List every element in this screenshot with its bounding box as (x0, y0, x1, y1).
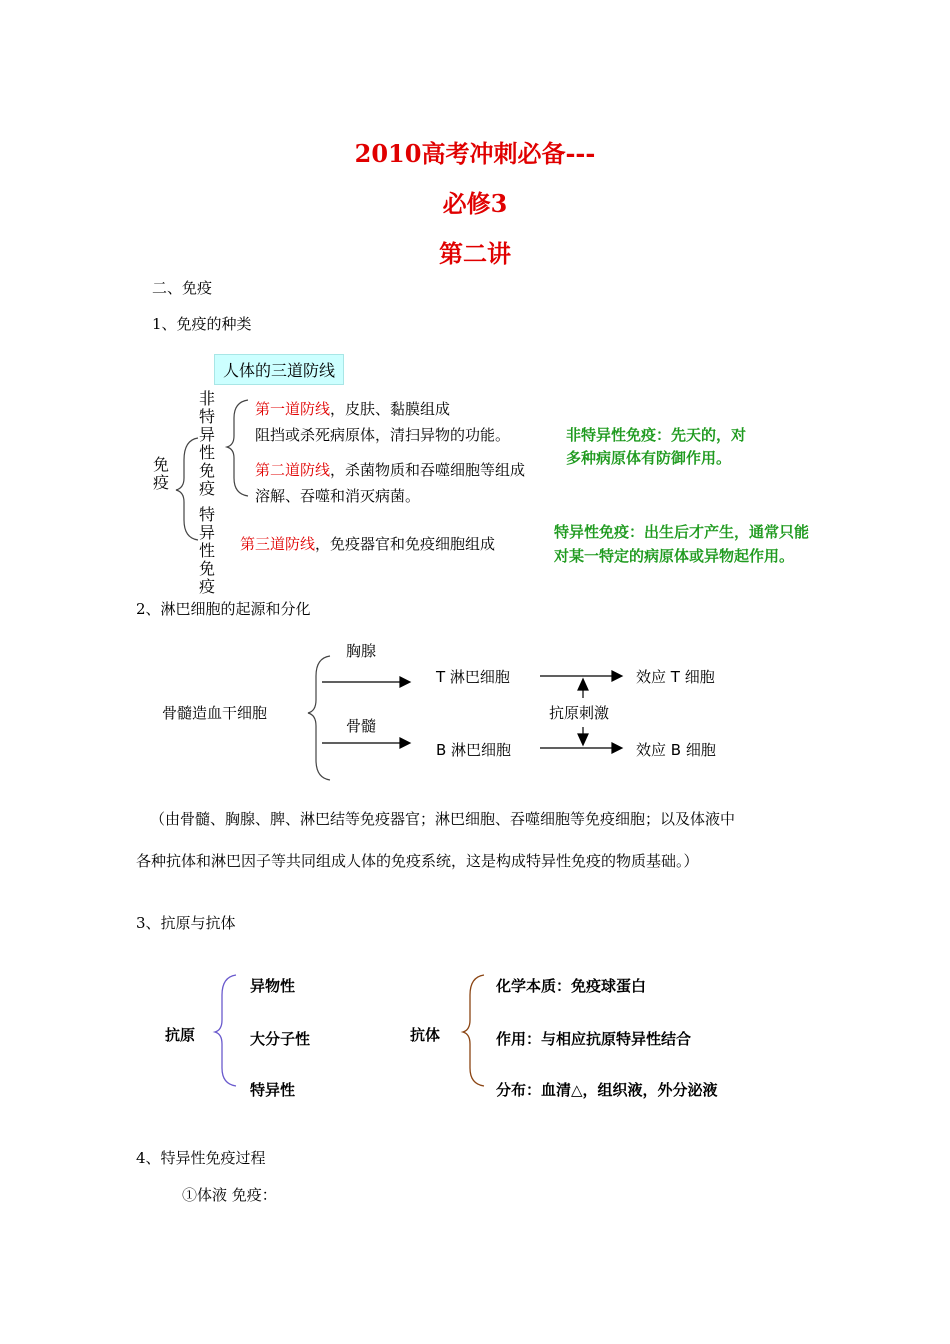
arrow-stim-up-head (578, 679, 588, 690)
brace-lymphocyte (308, 656, 330, 780)
second-defense-line (255, 459, 525, 480)
subsection-heading-2: 2、淋巴细胞的起源和分化 (136, 600, 311, 618)
label-nonspecific-immunity: 非特异性免疫 (198, 389, 215, 498)
arrow-stim-down-head (578, 734, 588, 745)
antigen-item-macromolecule: 大分子性 (250, 1030, 311, 1048)
antibody-item-function: 作用：与相应抗原特异性结合 (496, 1030, 692, 1048)
subsection-heading-4: 4、特异性免疫过程 (136, 1149, 266, 1167)
subsection-heading-1: 1、免疫的种类 (152, 315, 252, 333)
source-cell-label: 骨髓造血干细胞 (162, 704, 268, 722)
arrow-marrow-head (400, 738, 410, 748)
section-heading-immunity: 二、免疫 (152, 279, 213, 297)
arrow-thymus-head (400, 677, 410, 687)
document-title-line1: 2010高考冲刺必备--- (354, 139, 596, 168)
arrow-b-effector-head (612, 743, 622, 753)
first-defense-desc: ，皮肤、黏膜组成 (330, 400, 451, 418)
second-defense-label: 第二道防线 (255, 461, 331, 479)
document-title-line3: 第二讲 (439, 239, 511, 268)
arrow-t-effector-head (612, 671, 622, 681)
subsection-heading-3: 3、抗原与抗体 (136, 914, 236, 932)
third-defense-desc: ，免疫器官和免疫细胞组成 (315, 535, 496, 553)
label-immunity-root: 免疫 (152, 455, 169, 492)
antigen-item-foreignness: 异物性 (250, 977, 296, 995)
antibody-item-nature: 化学本质：免疫球蛋白 (496, 977, 647, 995)
humoral-immunity-item: ①体液 免疫： (182, 1186, 277, 1204)
second-defense-function: 溶解、吞噬和消灭病菌。 (255, 487, 421, 505)
note-nonspecific-2: 多种病原体有防御作用。 (566, 449, 732, 467)
label-specific-immunity: 特异性免疫 (198, 505, 215, 596)
second-defense-desc: ，杀菌物质和吞噬细胞等组成 (330, 461, 526, 479)
note-nonspecific-1: 非特异性免疫：先天的，对 (566, 426, 747, 444)
document-title-line2: 必修3 (442, 189, 508, 218)
third-defense-line (240, 533, 495, 554)
effector-b-label: 效应 B 细胞 (636, 741, 716, 759)
first-defense-label: 第一道防线 (255, 400, 331, 418)
brace-antibody (463, 975, 484, 1086)
b-cell-label: B 淋巴细胞 (436, 741, 512, 759)
t-cell-label: T 淋巴细胞 (436, 668, 510, 686)
marrow-label: 骨髓 (346, 717, 377, 735)
antibody-item-distribution: 分布：血清△，组织液，外分泌液 (496, 1081, 718, 1099)
three-defenses-box-title: 人体的三道防线 (214, 354, 344, 385)
note-specific-2: 对某一特定的病原体或异物起作用。 (554, 547, 795, 565)
note-specific-1: 特异性免疫：出生后才产生，通常只能 (554, 523, 810, 541)
first-defense-line (255, 398, 450, 419)
immune-system-paragraph-1: （由骨髓、胸腺、脾、淋巴结等免疫器官；淋巴细胞、吞噬细胞等免疫细胞；以及体液中 (150, 810, 736, 828)
antigen-item-specificity: 特异性 (250, 1081, 296, 1099)
antibody-label: 抗体 (410, 1026, 441, 1044)
antigen-label: 抗原 (165, 1026, 196, 1044)
brace-nonspecific (227, 400, 248, 496)
third-defense-label: 第三道防线 (240, 535, 316, 553)
brace-immunity (176, 438, 198, 540)
immune-system-paragraph-2: 各种抗体和淋巴因子等共同组成人体的免疫系统，这是构成特异性免疫的物质基础。） (136, 852, 699, 870)
first-defense-function: 阻挡或杀死病原体，清扫异物的功能。 (255, 426, 511, 444)
thymus-label: 胸腺 (346, 642, 377, 660)
antigen-stimulation-label: 抗原刺激 (549, 704, 610, 722)
effector-t-label: 效应 T 细胞 (636, 668, 715, 686)
brace-antigen (215, 975, 236, 1086)
